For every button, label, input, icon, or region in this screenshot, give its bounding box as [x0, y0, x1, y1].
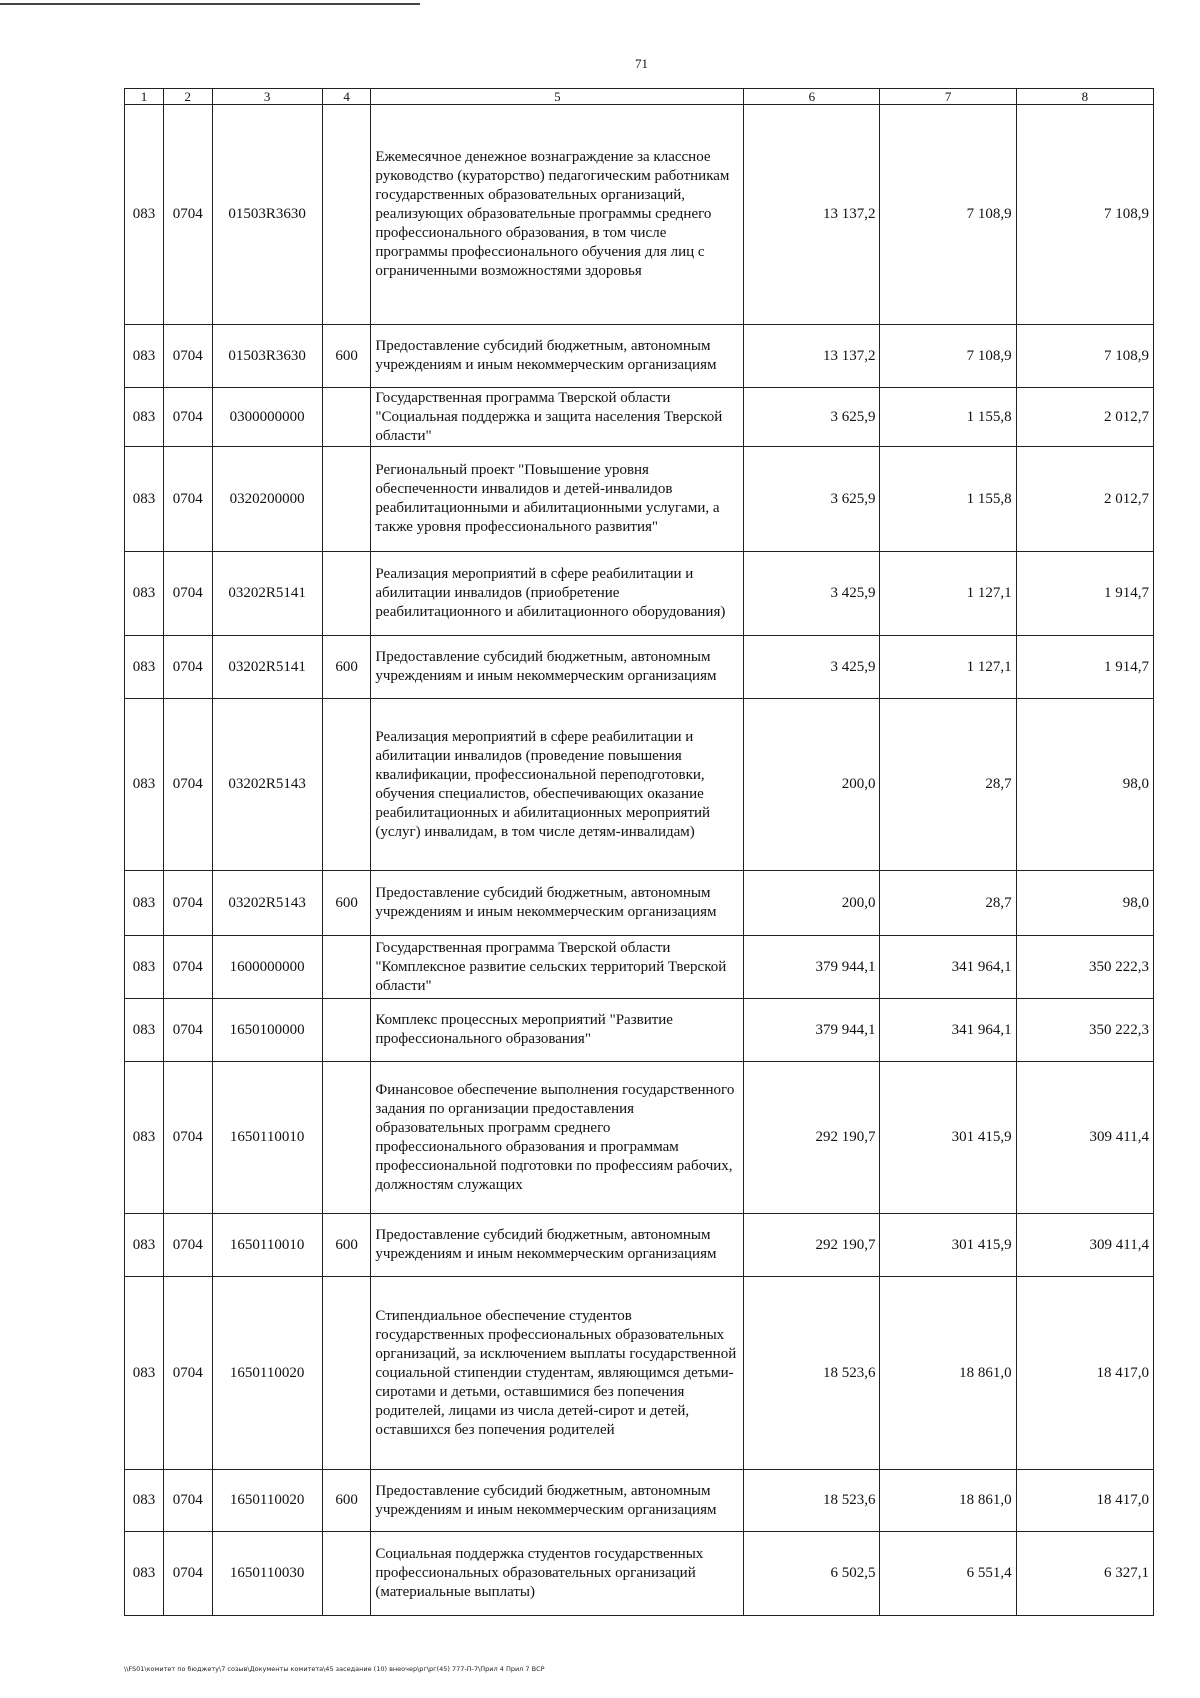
cell-amount-2: 301 415,9 [880, 1214, 1016, 1277]
table-row [125, 936, 1154, 999]
cell-amount-3: 98,0 [1016, 699, 1153, 871]
cell-expense-type [322, 552, 371, 636]
cell-expense-type [322, 1532, 371, 1616]
cell-amount-3: 7 108,9 [1016, 105, 1153, 325]
header-col-7: 7 [880, 89, 1016, 105]
cell-description: Государственная программа Тверской области "Комплексное развитие сельских территорий Тверской области" [371, 936, 744, 999]
cell-expense-type [322, 999, 371, 1062]
cell-expense-type: 600 [322, 636, 371, 699]
cell-section: 0704 [163, 1214, 212, 1277]
cell-amount-1: 3 425,9 [744, 636, 880, 699]
cell-target-article: 01503R3630 [212, 105, 322, 325]
cell-target-article: 01503R3630 [212, 325, 322, 388]
cell-amount-2: 1 127,1 [880, 552, 1016, 636]
cell-admin: 083 [125, 1277, 164, 1470]
cell-expense-type [322, 388, 371, 447]
cell-description: Ежемесячное денежное вознаграждение за классное руководство (кураторство) педагогическим работникам государственных образовательных организаций, реализующих образовательные программы среднего профессионального образования, в том числе программы профессионального обучения для лиц с ограниченными возможностями здоровья [371, 105, 744, 325]
cell-description: Социальная поддержка студентов государственных профессиональных образовательных организаций (материальные выплаты) [371, 1532, 744, 1616]
cell-amount-2: 6 551,4 [880, 1532, 1016, 1616]
cell-amount-3: 7 108,9 [1016, 325, 1153, 388]
cell-admin: 083 [125, 1214, 164, 1277]
cell-admin: 083 [125, 999, 164, 1062]
cell-section: 0704 [163, 552, 212, 636]
cell-section: 0704 [163, 105, 212, 325]
cell-section: 0704 [163, 325, 212, 388]
cell-description: Предоставление субсидий бюджетным, автономным учреждениям и иным некоммерческим организациям [371, 325, 744, 388]
cell-amount-3: 309 411,4 [1016, 1214, 1153, 1277]
cell-description: Финансовое обеспечение выполнения государственного задания по организации предоставления образовательных программ среднего профессионального образования и программам профессиональной подготовки по профессиям рабочих, должностям служащих [371, 1062, 744, 1214]
cell-amount-2: 1 127,1 [880, 636, 1016, 699]
cell-amount-2: 1 155,8 [880, 388, 1016, 447]
cell-description: Предоставление субсидий бюджетным, автономным учреждениям и иным некоммерческим организациям [371, 871, 744, 936]
cell-description: Предоставление субсидий бюджетным, автономным учреждениям и иным некоммерческим организациям [371, 636, 744, 699]
cell-amount-2: 18 861,0 [880, 1470, 1016, 1532]
cell-expense-type [322, 699, 371, 871]
cell-expense-type [322, 105, 371, 325]
cell-expense-type [322, 1062, 371, 1214]
cell-amount-1: 13 137,2 [744, 325, 880, 388]
cell-amount-1: 200,0 [744, 871, 880, 936]
cell-target-article: 1650110010 [212, 1214, 322, 1277]
cell-expense-type: 600 [322, 1214, 371, 1277]
table-row [125, 1214, 1154, 1277]
cell-amount-1: 3 625,9 [744, 388, 880, 447]
cell-section: 0704 [163, 936, 212, 999]
cell-amount-1: 13 137,2 [744, 105, 880, 325]
table-row [125, 871, 1154, 936]
cell-description: Стипендиальное обеспечение студентов государственных профессиональных образовательных организаций, за исключением выплаты государственной социальной стипендии студентам, являющимся детьми-сиротами и детьми, оставшимися без попечения родителей, лицами из числа детей-сирот и детей, оставшихся без попечения родителей [371, 1277, 744, 1470]
table-row [125, 552, 1154, 636]
cell-section: 0704 [163, 1470, 212, 1532]
cell-section: 0704 [163, 1277, 212, 1470]
cell-amount-3: 98,0 [1016, 871, 1153, 936]
cell-admin: 083 [125, 105, 164, 325]
cell-section: 0704 [163, 447, 212, 552]
cell-amount-3: 1 914,7 [1016, 552, 1153, 636]
page-number: 71 [635, 56, 648, 71]
cell-amount-3: 6 327,1 [1016, 1532, 1153, 1616]
cell-description: Предоставление субсидий бюджетным, автономным учреждениям и иным некоммерческим организациям [371, 1214, 744, 1277]
cell-expense-type [322, 447, 371, 552]
cell-admin: 083 [125, 1062, 164, 1214]
cell-admin: 083 [125, 871, 164, 936]
table-row [125, 636, 1154, 699]
cell-expense-type: 600 [322, 1470, 371, 1532]
cell-amount-3: 350 222,3 [1016, 999, 1153, 1062]
cell-admin: 083 [125, 1470, 164, 1532]
table-row [125, 447, 1154, 552]
cell-amount-3: 350 222,3 [1016, 936, 1153, 999]
cell-amount-1: 379 944,1 [744, 999, 880, 1062]
cell-target-article: 1650110020 [212, 1470, 322, 1532]
header-col-5: 5 [371, 89, 744, 105]
cell-target-article: 0320200000 [212, 447, 322, 552]
cell-amount-2: 1 155,8 [880, 447, 1016, 552]
cell-amount-3: 2 012,7 [1016, 388, 1153, 447]
cell-amount-2: 341 964,1 [880, 936, 1016, 999]
cell-expense-type: 600 [322, 871, 371, 936]
cell-amount-1: 18 523,6 [744, 1277, 880, 1470]
cell-target-article: 1650110020 [212, 1277, 322, 1470]
table-row [125, 325, 1154, 388]
header-col-6: 6 [744, 89, 880, 105]
footer-file-path: \\FS01\комитет по бюджету\7 созыв\Документы комитета\45 заседание (10) внеочер\рг\рг(45) 777-П-7\Прил 4 Прил 7 ВСР [124, 1665, 545, 1673]
cell-admin: 083 [125, 325, 164, 388]
cell-amount-3: 309 411,4 [1016, 1062, 1153, 1214]
cell-amount-2: 301 415,9 [880, 1062, 1016, 1214]
cell-amount-3: 2 012,7 [1016, 447, 1153, 552]
header-col-2: 2 [163, 89, 212, 105]
cell-description: Реализация мероприятий в сфере реабилитации и абилитации инвалидов (проведение повышения квалификации, профессиональной переподготовки, обучения специалистов, обеспечивающих оказание реабилитационных и абилитационных мероприятий (услуг) инвалидам, в том числе детям-инвалидам) [371, 699, 744, 871]
cell-admin: 083 [125, 388, 164, 447]
cell-section: 0704 [163, 999, 212, 1062]
cell-section: 0704 [163, 699, 212, 871]
header-col-3: 3 [212, 89, 322, 105]
table-row [125, 1532, 1154, 1616]
budget-table [124, 88, 1154, 1616]
table-row [125, 1062, 1154, 1214]
cell-amount-2: 7 108,9 [880, 325, 1016, 388]
cell-target-article: 03202R5143 [212, 871, 322, 936]
cell-section: 0704 [163, 388, 212, 447]
table-row [125, 999, 1154, 1062]
cell-admin: 083 [125, 447, 164, 552]
cell-target-article: 1650110030 [212, 1532, 322, 1616]
cell-amount-1: 292 190,7 [744, 1062, 880, 1214]
cell-section: 0704 [163, 1062, 212, 1214]
table-row [125, 1470, 1154, 1532]
cell-amount-3: 18 417,0 [1016, 1470, 1153, 1532]
cell-target-article: 0300000000 [212, 388, 322, 447]
cell-expense-type: 600 [322, 325, 371, 388]
cell-target-article: 03202R5143 [212, 699, 322, 871]
cell-target-article: 03202R5141 [212, 552, 322, 636]
cell-expense-type [322, 936, 371, 999]
header-col-8: 8 [1016, 89, 1153, 105]
cell-expense-type [322, 1277, 371, 1470]
cell-amount-3: 18 417,0 [1016, 1277, 1153, 1470]
cell-section: 0704 [163, 1532, 212, 1616]
table-row [125, 1277, 1154, 1470]
cell-amount-2: 28,7 [880, 871, 1016, 936]
cell-amount-2: 7 108,9 [880, 105, 1016, 325]
cell-description: Предоставление субсидий бюджетным, автономным учреждениям и иным некоммерческим организациям [371, 1470, 744, 1532]
cell-amount-1: 3 425,9 [744, 552, 880, 636]
cell-description: Реализация мероприятий в сфере реабилитации и абилитации инвалидов (приобретение реабилитационного и абилитационного оборудования) [371, 552, 744, 636]
table-row [125, 388, 1154, 447]
cell-section: 0704 [163, 636, 212, 699]
header-col-1: 1 [125, 89, 164, 105]
cell-description: Региональный проект "Повышение уровня обеспеченности инвалидов и детей-инвалидов реабилитационными и абилитационными услугами, а также уровня профессионального развития" [371, 447, 744, 552]
cell-amount-1: 3 625,9 [744, 447, 880, 552]
cell-amount-2: 28,7 [880, 699, 1016, 871]
cell-amount-2: 18 861,0 [880, 1277, 1016, 1470]
cell-admin: 083 [125, 636, 164, 699]
cell-admin: 083 [125, 1532, 164, 1616]
table-row [125, 105, 1154, 325]
cell-amount-2: 341 964,1 [880, 999, 1016, 1062]
cell-target-article: 1650100000 [212, 999, 322, 1062]
cell-amount-3: 1 914,7 [1016, 636, 1153, 699]
top-rule [0, 3, 420, 5]
cell-description: Комплекс процессных мероприятий "Развитие профессионального образования" [371, 999, 744, 1062]
cell-description: Государственная программа Тверской области "Социальная поддержка и защита населения Тверской области" [371, 388, 744, 447]
cell-target-article: 1600000000 [212, 936, 322, 999]
cell-amount-1: 18 523,6 [744, 1470, 880, 1532]
cell-amount-1: 292 190,7 [744, 1214, 880, 1277]
cell-amount-1: 379 944,1 [744, 936, 880, 999]
cell-target-article: 03202R5141 [212, 636, 322, 699]
cell-target-article: 1650110010 [212, 1062, 322, 1214]
cell-section: 0704 [163, 871, 212, 936]
header-col-4: 4 [322, 89, 371, 105]
table-row [125, 699, 1154, 871]
cell-amount-1: 6 502,5 [744, 1532, 880, 1616]
cell-admin: 083 [125, 936, 164, 999]
cell-admin: 083 [125, 699, 164, 871]
header-row [125, 89, 1154, 105]
cell-amount-1: 200,0 [744, 699, 880, 871]
cell-admin: 083 [125, 552, 164, 636]
